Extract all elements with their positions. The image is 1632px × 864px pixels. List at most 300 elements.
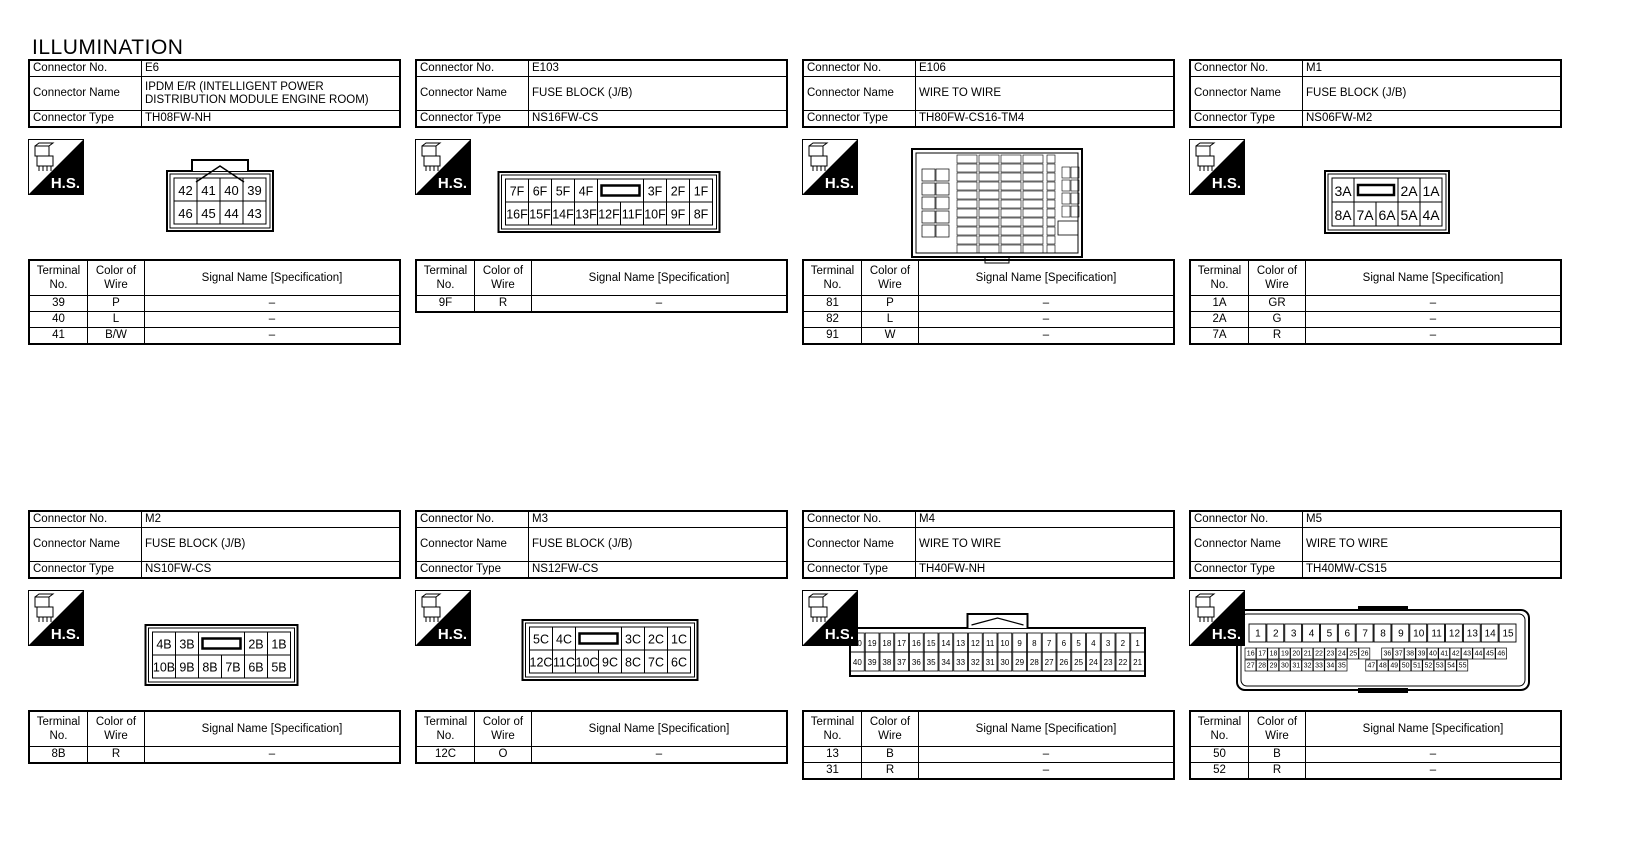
signal-name: – — [145, 312, 401, 328]
pin-label: 12 — [970, 639, 980, 648]
connector-name-label: Connector Name — [29, 77, 142, 111]
connector-block — [28, 59, 403, 341]
pin-label: 5 — [1326, 628, 1333, 640]
pin-label: 32 — [1303, 662, 1312, 670]
pin-label: 1F — [693, 184, 709, 199]
pin-label: 15F — [529, 207, 551, 222]
signal-name-header: Signal Name [Specification] — [145, 711, 401, 747]
connector-no-label: Connector No. — [1190, 511, 1303, 528]
pin-label: 28 — [1258, 662, 1266, 670]
pin-label: 1 — [1255, 628, 1261, 640]
terminal-no: 13 — [803, 747, 862, 763]
signal-name: – — [919, 747, 1175, 763]
pin-label: 6F — [532, 184, 548, 199]
terminal-no-header: Terminal No. — [416, 711, 475, 747]
pin-label: 38 — [1406, 650, 1415, 658]
connector-no-value: M5 — [1303, 511, 1562, 528]
pin-label: 1B — [271, 637, 287, 652]
pin-label: 15 — [926, 639, 936, 648]
connector-name-label: Connector Name — [1190, 77, 1303, 111]
pin-label: 19 — [867, 639, 877, 648]
terminal-no: 12C — [416, 747, 475, 764]
pin-label: 23 — [1103, 658, 1113, 667]
connector-name-value: FUSE BLOCK (J/B) — [142, 528, 401, 562]
connector-diagram — [1189, 135, 1564, 255]
pin-label: 8C — [625, 655, 641, 670]
table-row — [1190, 312, 1561, 328]
connector-face-diagram — [1189, 135, 1564, 265]
signal-name-header: Signal Name [Specification] — [1306, 260, 1562, 296]
connector-block — [415, 59, 790, 309]
pin-label: 36 — [911, 658, 921, 667]
wire-color: R — [1249, 763, 1306, 780]
pin-label: 3A — [1334, 183, 1352, 199]
connector-type-value: TH80FW-CS16-TM4 — [916, 111, 1175, 128]
wire-color: B — [862, 747, 919, 763]
pin-label: 18 — [1269, 650, 1278, 658]
pin-label: 39 — [247, 183, 262, 198]
connector-no-label: Connector No. — [29, 60, 142, 77]
pin-label: 18 — [882, 639, 892, 648]
connector-diagram — [802, 135, 1177, 255]
terminal-signal-table — [415, 710, 788, 764]
terminal-no: 39 — [29, 296, 88, 312]
connector-no-value: M4 — [916, 511, 1175, 528]
pin-label: 17 — [1258, 650, 1266, 658]
pin-label: 1A — [1422, 183, 1440, 199]
connector-info-table — [1189, 59, 1562, 128]
terminal-no-header: Terminal No. — [29, 260, 88, 296]
signal-name: – — [145, 328, 401, 345]
terminal-signal-table — [802, 710, 1175, 780]
terminal-no-header: Terminal No. — [29, 711, 88, 747]
terminal-signal-table — [1189, 259, 1562, 345]
pin-label: 9 — [1017, 639, 1022, 648]
pin-label: 3C — [625, 632, 641, 647]
signal-name: – — [1306, 312, 1562, 328]
pin-label: 37 — [1394, 650, 1403, 658]
pin-label: 44 — [224, 206, 239, 221]
terminal-no: 50 — [1190, 747, 1249, 763]
terminal-no: 41 — [29, 328, 88, 345]
pin-label: 35 — [1337, 662, 1346, 670]
pin-label: 54 — [1447, 662, 1456, 670]
wire-color: W — [862, 328, 919, 345]
pin-label: 14 — [941, 639, 951, 648]
signal-name: – — [1306, 763, 1562, 780]
pin-label: 40 — [224, 183, 239, 198]
signal-name-header: Signal Name [Specification] — [1306, 711, 1562, 747]
pin-label: 8B — [202, 660, 218, 675]
connector-name-label: Connector Name — [29, 528, 142, 562]
table-row — [803, 296, 1174, 312]
pin-label: 50 — [1401, 662, 1410, 670]
wire-color-header: Color of Wire — [862, 711, 919, 747]
pin-label: 43 — [247, 206, 262, 221]
wire-color-header: Color of Wire — [88, 260, 145, 296]
pin-label: 52 — [1424, 662, 1433, 670]
table-row — [1190, 747, 1561, 763]
connector-type-label: Connector Type — [29, 111, 142, 128]
connector-no-label: Connector No. — [29, 511, 142, 528]
pin-label: 31 — [985, 658, 995, 667]
connector-block — [415, 510, 790, 760]
connector-type-value: NS12FW-CS — [529, 562, 788, 579]
pin-label: 10 — [1413, 628, 1425, 640]
pin-label: 2 — [1120, 639, 1126, 648]
terminal-no: 82 — [803, 312, 862, 328]
pin-label: 14F — [552, 207, 574, 222]
hs-label: H.S. — [1211, 626, 1241, 643]
pin-label: 13 — [956, 639, 966, 648]
connector-name-label: Connector Name — [803, 528, 916, 562]
signal-name-header: Signal Name [Specification] — [919, 260, 1175, 296]
table-row — [1190, 328, 1561, 345]
pin-label: 26 — [1059, 658, 1069, 667]
pin-label: 6 — [1344, 628, 1351, 640]
wire-color: P — [88, 296, 145, 312]
pin-label: 7B — [225, 660, 241, 675]
connector-name-value: WIRE TO WIRE — [916, 528, 1175, 562]
connector-name-value: FUSE BLOCK (J/B) — [529, 77, 788, 111]
wire-color-header: Color of Wire — [1249, 260, 1306, 296]
signal-name: – — [532, 747, 788, 764]
pin-label: 34 — [941, 658, 951, 667]
terminal-no: 1A — [1190, 296, 1249, 312]
terminal-no: 7A — [1190, 328, 1249, 345]
pin-label: 16 — [911, 639, 921, 648]
pin-label: 26 — [1360, 650, 1369, 658]
connector-name-value: IPDM E/R (INTELLIGENT POWER DISTRIBUTION MODULE ENGINE ROOM) — [142, 77, 401, 111]
pin-label: 10C — [575, 655, 599, 670]
connector-name-label: Connector Name — [416, 77, 529, 111]
hs-label: H.S. — [50, 626, 80, 643]
wire-color: B — [1249, 747, 1306, 763]
connector-no-value: E103 — [529, 60, 788, 77]
pin-label: 31 — [1292, 662, 1301, 670]
connector-info-table — [415, 510, 788, 579]
wire-color: G — [1249, 312, 1306, 328]
pin-label: 22 — [1315, 650, 1323, 658]
pin-label: 36 — [1383, 650, 1392, 658]
pin-label: 43 — [1463, 650, 1472, 658]
pin-label: 5F — [555, 184, 571, 199]
connector-housing — [850, 628, 1145, 676]
pin-label: 47 — [1367, 662, 1376, 670]
signal-name: – — [919, 312, 1175, 328]
pin-label: 4A — [1422, 207, 1440, 223]
signal-name: – — [1306, 328, 1562, 345]
connector-diagram — [415, 135, 790, 255]
connector-diagram — [1189, 586, 1564, 706]
pin-label: 4C — [556, 632, 572, 647]
pin-label: 7A — [1356, 207, 1374, 223]
pin-label: 12 — [1448, 628, 1461, 640]
pin-label: 10F — [644, 207, 666, 222]
connector-block — [1189, 59, 1564, 341]
connector-type-label: Connector Type — [29, 562, 142, 579]
page-title: ILLUMINATION — [32, 36, 184, 59]
pin-label: 42 — [1451, 650, 1460, 658]
pin-label: 5C — [533, 632, 549, 647]
pin-label: 55 — [1458, 662, 1467, 670]
pin-label: 38 — [882, 658, 892, 667]
connector-type-value: NS16FW-CS — [529, 111, 788, 128]
pin-label: 9B — [179, 660, 195, 675]
pin-label: 9 — [1398, 628, 1404, 640]
connector-no-label: Connector No. — [1190, 60, 1303, 77]
terminal-no: 8B — [29, 747, 88, 764]
connector-face-diagram — [415, 586, 790, 716]
connector-face-diagram — [28, 586, 403, 716]
connector-type-label: Connector Type — [416, 562, 529, 579]
terminal-no-header: Terminal No. — [803, 711, 862, 747]
pin-label: 25 — [1349, 650, 1358, 658]
connector-no-label: Connector No. — [416, 60, 529, 77]
pin-label: 33 — [956, 658, 966, 667]
terminal-no-header: Terminal No. — [803, 260, 862, 296]
terminal-no-header: Terminal No. — [416, 260, 475, 296]
pin-label: 41 — [1440, 650, 1449, 658]
pin-label: 9C — [602, 655, 618, 670]
connector-block — [28, 510, 403, 760]
connector-no-value: M3 — [529, 511, 788, 528]
wire-color: R — [862, 763, 919, 780]
pin-label: 5A — [1400, 207, 1418, 223]
pin-label: 21 — [1303, 650, 1312, 658]
pin-label: 7 — [1362, 628, 1368, 640]
connector-name-value: WIRE TO WIRE — [916, 77, 1175, 111]
pin-label: 48 — [1378, 662, 1387, 670]
pin-label: 15 — [1502, 628, 1514, 640]
pin-label: 3 — [1105, 639, 1111, 648]
pin-label: 12C — [529, 655, 553, 670]
pin-label: 6 — [1061, 639, 1067, 648]
pin-label: 13 — [1466, 628, 1478, 640]
connector-no-label: Connector No. — [803, 511, 916, 528]
wire-color-header: Color of Wire — [475, 260, 532, 296]
pin-label: 17 — [897, 639, 907, 648]
connector-name-value: FUSE BLOCK (J/B) — [529, 528, 788, 562]
signal-name: – — [145, 747, 401, 764]
connector-no-value: M2 — [142, 511, 401, 528]
signal-name: – — [145, 296, 401, 312]
pin-label: 9F — [670, 207, 686, 222]
connector-name-value: WIRE TO WIRE — [1303, 528, 1562, 562]
lock-slot — [580, 634, 618, 644]
table-row — [416, 747, 787, 764]
connector-diagram — [28, 135, 403, 255]
pin-label: 11F — [621, 207, 643, 222]
connector-face-diagram — [802, 135, 1177, 265]
pin-label: 53 — [1435, 662, 1444, 670]
pin-label: 8F — [693, 207, 709, 222]
hs-label: H.S. — [824, 626, 854, 643]
pin-label: 3 — [1290, 628, 1297, 640]
connector-type-label: Connector Type — [1190, 562, 1303, 579]
pin-label: 21 — [1133, 658, 1143, 667]
connector-name-label: Connector Name — [1190, 528, 1303, 562]
pin-label: 8A — [1334, 207, 1352, 223]
connector-info-table — [802, 510, 1175, 579]
pin-label: 34 — [1326, 662, 1335, 670]
pin-label: 2 — [1273, 628, 1279, 640]
connector-info-table — [28, 59, 401, 128]
pin-label: 8 — [1380, 628, 1386, 640]
connector-type-value: TH40MW-CS15 — [1303, 562, 1562, 579]
pin-label: 7F — [509, 184, 525, 199]
pin-label: 27 — [1246, 662, 1255, 670]
connector-type-label: Connector Type — [803, 111, 916, 128]
wire-color: O — [475, 747, 532, 764]
pin-label: 25 — [1074, 658, 1084, 667]
connector-face-diagram — [802, 586, 1177, 716]
terminal-no: 9F — [416, 296, 475, 313]
pin-label: 23 — [1326, 650, 1335, 658]
connector-type-value: NS10FW-CS — [142, 562, 401, 579]
pin-label: 5B — [271, 660, 287, 675]
wire-color-header: Color of Wire — [1249, 711, 1306, 747]
signal-name: – — [1306, 296, 1562, 312]
terminal-signal-table — [1189, 710, 1562, 780]
lock-slot — [203, 639, 241, 649]
signal-name: – — [532, 296, 788, 313]
connector-no-value: E6 — [142, 60, 401, 77]
pin-label: 24 — [1337, 650, 1346, 658]
lock-slot — [602, 186, 640, 196]
connector-diagram — [802, 586, 1177, 706]
connector-face-diagram — [28, 135, 403, 265]
wire-color: B/W — [88, 328, 145, 345]
pin-label: 10 — [1000, 639, 1010, 648]
table-row — [29, 747, 400, 764]
pin-label: 33 — [1315, 662, 1323, 670]
pin-label: 40 — [852, 658, 862, 667]
pin-label: 2B — [248, 637, 264, 652]
connector-face-diagram — [415, 135, 790, 265]
pin-label: 2A — [1400, 183, 1418, 199]
table-row — [803, 312, 1174, 328]
hs-label: H.S. — [1211, 175, 1241, 192]
wire-color: R — [475, 296, 532, 313]
wire-color: R — [1249, 328, 1306, 345]
terminal-no: 81 — [803, 296, 862, 312]
pin-label: 24 — [1088, 658, 1098, 667]
signal-name: – — [919, 763, 1175, 780]
connector-type-label: Connector Type — [1190, 111, 1303, 128]
pin-label: 46 — [178, 206, 193, 221]
connector-name-label: Connector Name — [803, 77, 916, 111]
pin-label: 7C — [648, 655, 664, 670]
table-row — [803, 763, 1174, 780]
terminal-no: 52 — [1190, 763, 1249, 780]
connector-diagram — [415, 586, 790, 706]
table-row — [29, 312, 400, 328]
pin-label: 19 — [1280, 650, 1289, 658]
pin-label: 29 — [1269, 662, 1278, 670]
wire-color: R — [88, 747, 145, 764]
wire-color: GR — [1249, 296, 1306, 312]
pin-label: 14 — [1484, 628, 1496, 640]
terminal-no-header: Terminal No. — [1190, 260, 1249, 296]
pin-label: 42 — [178, 183, 193, 198]
pin-label: 10B — [152, 660, 176, 675]
table-row — [1190, 296, 1561, 312]
pin-label: 3F — [647, 184, 663, 199]
pin-label: 32 — [970, 658, 980, 667]
connector-name-value: FUSE BLOCK (J/B) — [1303, 77, 1562, 111]
wire-color: P — [862, 296, 919, 312]
pin-label: 40 — [1429, 650, 1437, 658]
connector-info-table — [415, 59, 788, 128]
pin-label: 1 — [1135, 639, 1140, 648]
pin-label: 41 — [201, 183, 216, 198]
connector-type-label: Connector Type — [803, 562, 916, 579]
terminal-no: 40 — [29, 312, 88, 328]
pin-label: 6A — [1378, 207, 1396, 223]
terminal-signal-table — [28, 710, 401, 764]
terminal-signal-table — [802, 259, 1175, 345]
terminal-no: 91 — [803, 328, 862, 345]
signal-name: – — [1306, 747, 1562, 763]
terminal-signal-table — [415, 259, 788, 313]
connector-type-value: NS06FW-M2 — [1303, 111, 1562, 128]
connector-diagram — [28, 586, 403, 706]
pin-label: 3B — [179, 637, 195, 652]
wire-color: L — [862, 312, 919, 328]
wire-color-header: Color of Wire — [475, 711, 532, 747]
connector-name-label: Connector Name — [416, 528, 529, 562]
pin-label: 45 — [1486, 650, 1494, 658]
connector-no-label: Connector No. — [416, 511, 529, 528]
pin-label: 51 — [1413, 662, 1421, 670]
connector-info-table — [28, 510, 401, 579]
pin-label: 6B — [248, 660, 264, 675]
connector-block — [802, 510, 1177, 776]
connector-type-value: TH40FW-NH — [916, 562, 1175, 579]
pin-label: 12F — [598, 207, 620, 222]
signal-name: – — [919, 296, 1175, 312]
pin-label: 27 — [1044, 658, 1054, 667]
table-row — [803, 328, 1174, 345]
pin-label: 30 — [1280, 662, 1289, 670]
pin-label: 20 — [1292, 650, 1301, 658]
pin-label: 45 — [201, 206, 216, 221]
connector-type-value: TH08FW-NH — [142, 111, 401, 128]
connector-info-table — [1189, 510, 1562, 579]
table-row — [29, 328, 400, 345]
hs-label: H.S. — [437, 626, 467, 643]
terminal-no: 31 — [803, 763, 862, 780]
pin-label: 22 — [1118, 658, 1128, 667]
pin-label: 20 — [852, 639, 862, 648]
pin-label: 5 — [1076, 639, 1081, 648]
table-row — [29, 296, 400, 312]
connector-type-label: Connector Type — [416, 111, 529, 128]
pin-label: 29 — [1015, 658, 1025, 667]
pin-label: 44 — [1474, 650, 1483, 658]
pin-label: 11 — [985, 639, 995, 648]
signal-name-header: Signal Name [Specification] — [145, 260, 401, 296]
pin-label: 39 — [1417, 650, 1426, 658]
connector-no-value: M1 — [1303, 60, 1562, 77]
wire-color-header: Color of Wire — [88, 711, 145, 747]
pin-label: 35 — [926, 658, 936, 667]
hs-label: H.S. — [824, 175, 854, 192]
pin-label: 4 — [1308, 628, 1315, 640]
connector-face-diagram — [1189, 586, 1564, 716]
pin-label: 4B — [156, 637, 172, 652]
